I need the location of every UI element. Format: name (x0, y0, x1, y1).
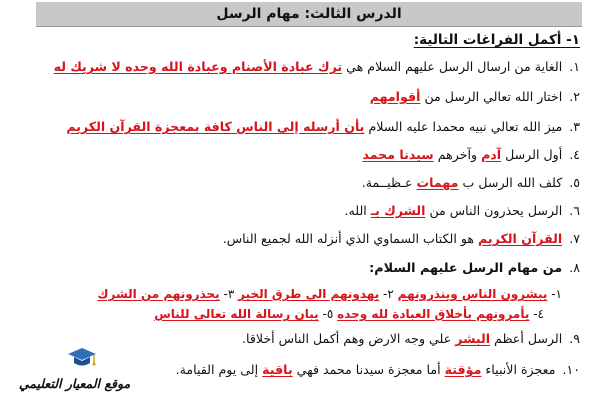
answer-2: أقوامهم (369, 89, 421, 104)
answer-8-4: يأمرونهم بأخلاق العبادة لله وحده (337, 307, 530, 321)
lesson-title: الدرس الثالث: مهام الرسل (216, 6, 402, 22)
answer-8-5: يبان رسالة الله تعالى للناس (154, 307, 319, 321)
answer-7: القرآن الكريم (478, 231, 563, 246)
question-4: ٤. أول الرسل آدم وآخرهم سيدنا محمد (362, 147, 580, 162)
question-6: ٦. الرسل يحذرون الناس من الشرك بـ الله. (344, 203, 580, 218)
graduation-cap-icon (67, 345, 97, 371)
answer-10a: مؤقتة (444, 362, 482, 377)
question-8: ٨. من مهام الرسل عليهم السلام: (369, 260, 580, 276)
site-logo (12, 345, 137, 391)
question-1: ١. الغاية من ارسال الرسل عليهم السلام هي ترك عبادة الأصنام وعبادة الله وحده لا شريك له (53, 59, 580, 74)
answer-8-2: يهدونهم الى طرق الخير (238, 287, 380, 301)
answer-4a: آدم (481, 147, 502, 162)
answer-5: مهمات (416, 175, 459, 190)
question-3: ٣. ميز الله تعالي نبيه محمدا عليه السلام بأن أرسله إلى الناس كافة بمعجزة القرآن الكريم (66, 119, 580, 134)
answer-1: ترك عبادة الأصنام وعبادة الله وحده لا شريك له (53, 59, 343, 74)
question-9: ٩. الرسل أعظم البشر علي وجه الارض وهم أكمل الناس أخلاقا. (241, 331, 580, 346)
answer-8-3: يحذرونهم من الشرك (97, 287, 220, 301)
question-5: ٥. كلف الله الرسل ب مهمات عـظيــمة. (361, 175, 580, 190)
answer-10b: باقية (262, 362, 293, 377)
question-8-row-1: ١- يبشرون الناس وينذرونهم ٢- يهدونهم الى طرق الخير ٣- يحذرونهم من الشرك (97, 287, 562, 301)
section-fill-blanks-title: ١- أكمل الفراغات التالية: (413, 32, 580, 48)
lesson-title-bar (36, 2, 582, 27)
question-8-row-2: ٤- يأمرونهم بأخلاق العبادة لله وحده ٥- يبان رسالة الله تعالى للناس (154, 307, 544, 321)
question-7: ٧. القرآن الكريم هو الكتاب السماوي الذي أنزله الله لجميع الناس. (222, 231, 580, 246)
question-2: ٢. اختار الله تعالي الرسل من أقوامهم (369, 89, 580, 104)
answer-8-1: يبشرون الناس وينذرونهم (397, 287, 548, 301)
question-10: ١٠. معجزة الأنبياء مؤقتة أما معجزة سيدنا محمد فهي باقية إلى يوم القيامة. (175, 362, 580, 377)
answer-4b: سيدنا محمد (362, 147, 434, 162)
answer-3: بأن أرسله إلى الناس كافة بمعجزة القرآن الكريم (66, 119, 365, 134)
answer-9: البشر (455, 331, 491, 346)
answer-6: الشرك بـ (370, 203, 426, 218)
site-logo-text: موقع المعيار التعليمي (18, 376, 131, 391)
